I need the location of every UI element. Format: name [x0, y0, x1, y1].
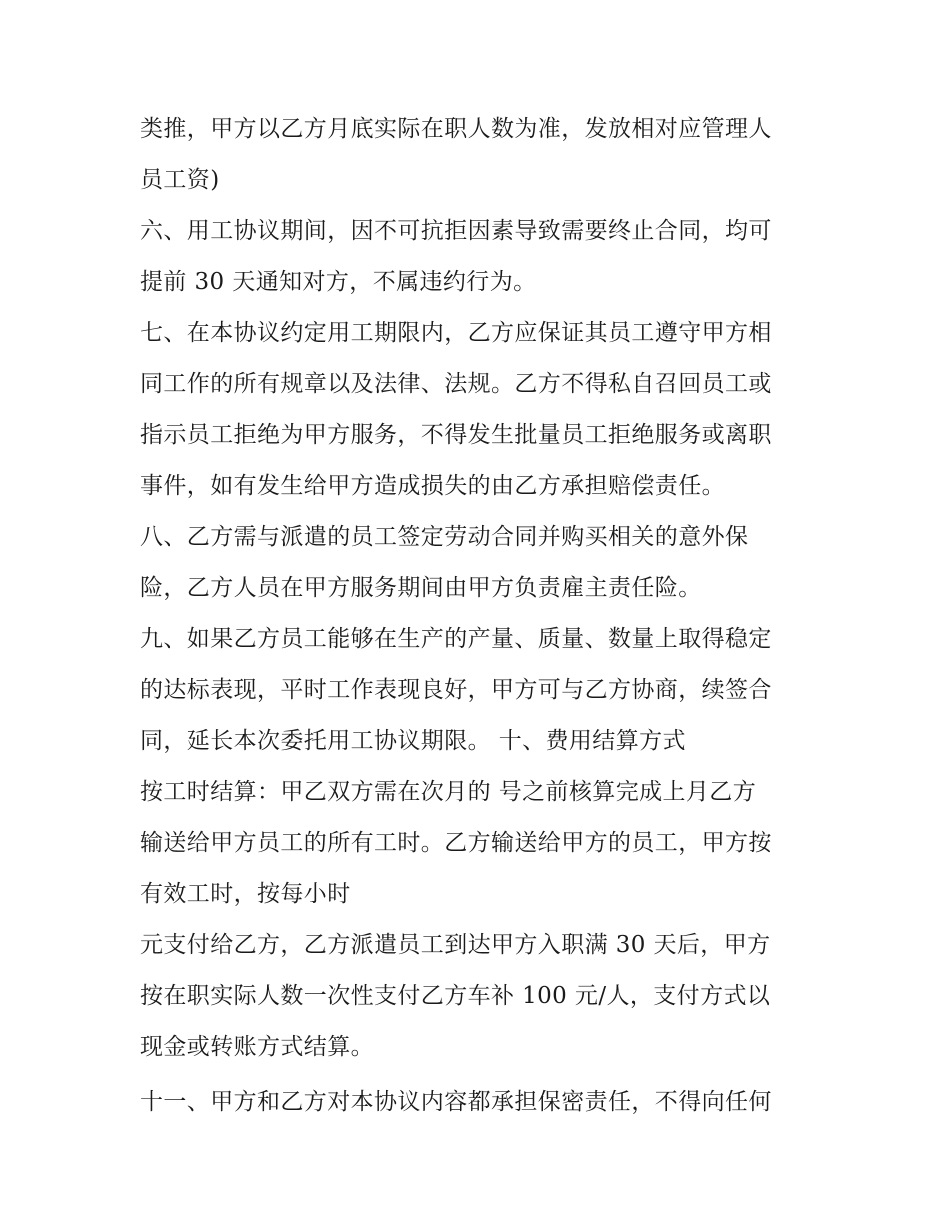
text-line: 六、用工协议期间，因不可抗拒因素导致需要终止合同，均可 — [140, 218, 772, 244]
text-line: 类推，甲方以乙方月底实际在职人数为准，发放相对应管理人 — [140, 116, 772, 142]
text-line: 险，乙方人员在甲方服务期间由甲方负责雇主责任险。 — [140, 575, 702, 601]
text-line: 输送给甲方员工的所有工时。乙方输送给甲方的员工，甲方按 — [140, 830, 772, 856]
text-line: 按工时结算：甲乙双方需在次月的 号之前核算完成上月乙方 — [140, 779, 757, 805]
text-line: 九、如果乙方员工能够在生产的产量、质量、数量上取得稳定 — [140, 626, 772, 652]
text-line: 元支付给乙方，乙方派遣员工到达甲方入职满 30 天后，甲方 — [140, 932, 771, 958]
text-line: 有效工时，按每小时 — [140, 881, 351, 907]
text-line: 员工资) — [140, 167, 220, 193]
text-line: 按在职实际人数一次性支付乙方车补 100 元/人，支付方式以 — [140, 983, 771, 1009]
text-line: 十一、甲方和乙方对本协议内容都承担保密责任，不得向任何 — [140, 1089, 772, 1115]
text-line: 七、在本协议约定用工期限内，乙方应保证其员工遵守甲方相 — [140, 320, 772, 346]
text-line: 同工作的所有规章以及法律、法规。乙方不得私自召回员工或 — [140, 371, 772, 397]
text-line: 八、乙方需与派遣的员工签定劳动合同并购买相关的意外保 — [140, 524, 749, 550]
text-line: 现金或转账方式结算。 — [140, 1034, 374, 1060]
text-line: 同，延长本次委托用工协议期限。 十、费用结算方式 — [140, 728, 686, 754]
text-line: 提前 30 天通知对方，不属违约行为。 — [140, 269, 537, 295]
text-line: 事件，如有发生给甲方造成损失的由乙方承担赔偿责任。 — [140, 473, 725, 499]
contract-body-text — [140, 104, 840, 1128]
text-line: 指示员工拒绝为甲方服务，不得发生批量员工拒绝服务或离职 — [140, 422, 772, 448]
text-line: 的达标表现，平时工作表现良好，甲方可与乙方协商，续签合 — [140, 677, 772, 703]
